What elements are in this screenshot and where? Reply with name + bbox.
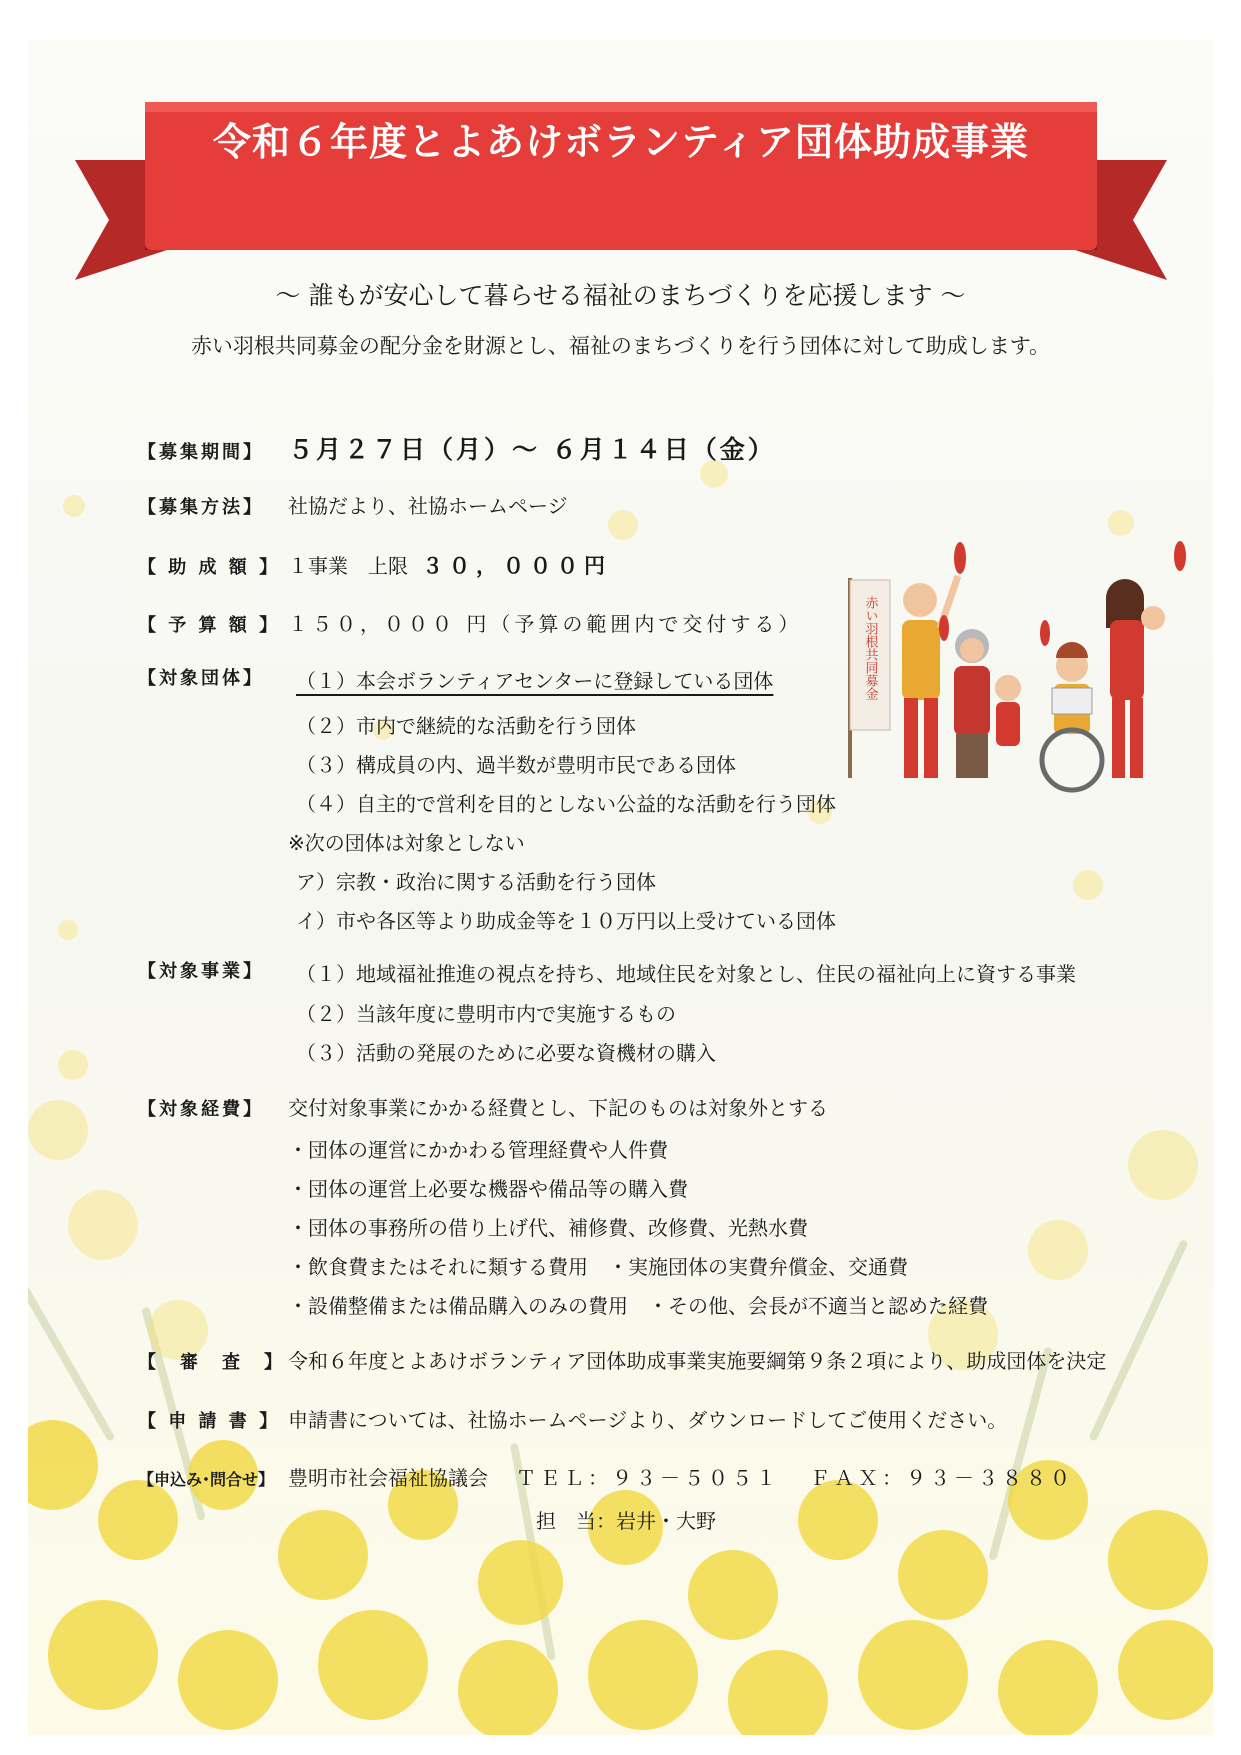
application-row bbox=[138, 1404, 1007, 1433]
lead-text: 赤い羽根共同募金の配分金を財源とし、福祉のまちづくりを行う団体に対して助成します。 bbox=[190, 334, 1051, 358]
budget-label: 【 予 算 額 】 bbox=[138, 615, 281, 636]
expense-item: ・団体の事務所の借り上げ代、補修費、改修費、光熱水費 bbox=[288, 1216, 808, 1240]
page-title: 令和６年度とよあけボランティア団体助成事業 bbox=[213, 119, 1029, 164]
expense-item: ・団体の運営にかかわる管理経費や人件費 bbox=[288, 1138, 668, 1162]
targets-row bbox=[138, 664, 288, 690]
project-item: （１）地域福祉推進の視点を持ち、地域住民を対象とし、住民の福祉向上に資する事業 bbox=[296, 962, 1076, 986]
review-row bbox=[138, 1345, 1106, 1374]
target-item: （４）自主的で営利を目的としない公益的な活動を行う団体 bbox=[296, 792, 836, 816]
review-label: 【 審 査 】 bbox=[138, 1352, 285, 1373]
method-row bbox=[138, 490, 568, 519]
projects-row bbox=[138, 957, 288, 983]
period-value: ５月２７日（月）～ ６月１４日（金） bbox=[288, 435, 776, 464]
contact-tel: ＴＥＬ：９３－５０５１ bbox=[516, 1466, 780, 1490]
review-value: 令和６年度とよあけボランティア団体助成事業実施要綱第９条２項により、助成団体を決定 bbox=[288, 1349, 1107, 1373]
targets-note: ※次の団体は対象としない bbox=[288, 831, 525, 855]
targets-label: 【対象団体】 bbox=[138, 668, 264, 689]
contact-fax: ＦＡＸ：９３－３８８０ bbox=[810, 1466, 1074, 1490]
subtitle: ～ 誰もが安心して暮らせる福祉のまちづくりを応援します ～ bbox=[275, 281, 966, 310]
period-row bbox=[138, 430, 776, 466]
budget-row bbox=[138, 608, 802, 637]
amount-label: 【 助 成 額 】 bbox=[138, 557, 281, 578]
expense-item: ・設備整備または備品購入のみの費用 ・その他、会長が不適当と認めた経費 bbox=[288, 1294, 988, 1318]
budget-value: １５０，０００ 円（予算の範囲内で交付する） bbox=[288, 612, 803, 636]
application-label: 【 申 請 書 】 bbox=[138, 1411, 281, 1432]
expense-item: ・団体の運営上必要な機器や備品等の購入費 bbox=[288, 1177, 688, 1201]
application-value: 申請書については、社協ホームページより、ダウンロードしてご使用ください。 bbox=[288, 1408, 1008, 1432]
expenses-row bbox=[138, 1092, 828, 1121]
expenses-intro: 交付対象事業にかかる経費とし、下記のものは対象外とする bbox=[288, 1096, 828, 1120]
project-item: （２）当該年度に豊明市内で実施するもの bbox=[296, 1002, 676, 1026]
banner-text: 赤い羽根共同募金 bbox=[862, 596, 878, 700]
exclusion-item: ア）宗教・政治に関する活動を行う団体 bbox=[296, 870, 656, 894]
project-item: （３）活動の発展のために必要な資機材の購入 bbox=[296, 1041, 716, 1065]
contact-org: 豊明市社会福祉協議会 bbox=[288, 1466, 488, 1490]
family-illustration bbox=[840, 538, 1195, 800]
method-label: 【募集方法】 bbox=[138, 497, 264, 518]
method-value: 社協だより、社協ホームページ bbox=[288, 494, 568, 518]
amount-row bbox=[138, 550, 611, 580]
contact-staff: 担 当：岩井・大野 bbox=[536, 1509, 716, 1533]
target-item: （３）構成員の内、過半数が豊明市民である団体 bbox=[296, 753, 736, 777]
contact-row bbox=[138, 1462, 1074, 1491]
amount-prefix: １事業 上限 bbox=[288, 554, 408, 578]
target-item: （１）本会ボランティアセンターに登録している団体 bbox=[296, 669, 774, 693]
expenses-label: 【対象経費】 bbox=[138, 1099, 264, 1120]
amount-value: ３０，０００円 bbox=[422, 554, 611, 578]
exclusion-item: イ）市や各区等より助成金等を１０万円以上受けている団体 bbox=[296, 909, 836, 933]
projects-label: 【対象事業】 bbox=[138, 961, 264, 982]
target-item: （２）市内で継続的な活動を行う団体 bbox=[296, 714, 636, 738]
expense-item: ・飲食費またはそれに類する費用 ・実施団体の実費弁償金、交通費 bbox=[288, 1255, 908, 1279]
period-label: 【募集期間】 bbox=[138, 442, 264, 463]
contact-label: 【申込み･問合せ】 bbox=[138, 1470, 275, 1489]
